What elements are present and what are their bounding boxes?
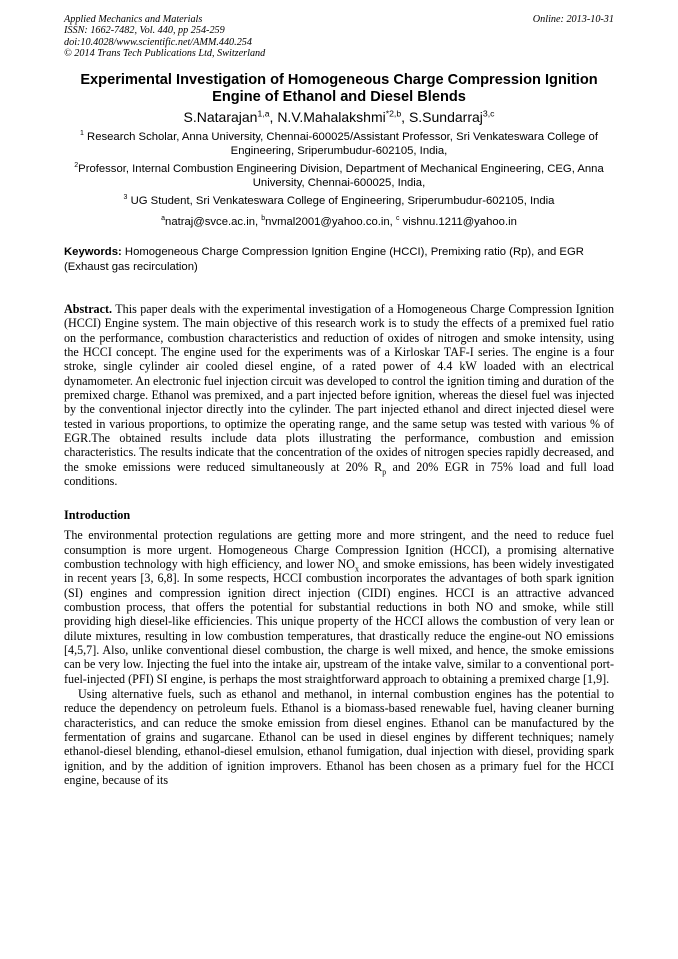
abstract — [64, 302, 614, 488]
affiliation-3 — [64, 194, 614, 208]
author-affil-marker: 3,c — [482, 107, 495, 118]
keywords-label: Keywords: — [64, 245, 122, 258]
email-marker: b — [261, 214, 266, 222]
author-separator: , — [269, 108, 278, 125]
author-emails — [64, 215, 614, 229]
email-marker: c — [395, 214, 400, 222]
email-marker: a — [161, 214, 166, 222]
journal-header — [64, 14, 614, 60]
section-heading-introduction: Introduction — [64, 508, 131, 523]
intro-paragraph-2: Using alternative fuels, such as ethanol and methanol, in internal combustion engines has the potential to reduce the dependency on petroleum fuels. Ethanol is a biomass-based renewable fuel, having cleaner burning characteristics, and can reduce the smoke emission from diesel engines. Ethanol can be manufactured by the fermentation of grains and sugarcane. Ethanol can be used in diesel engines by different techniques; namely ethanol-diesel blending, ethanol-diesel emulsion, ethanol fumigation, dual injection with diesel, providing spark ignition, and by the addition of ignition improvers. Ethanol has been chosen as a primary fuel for the HCCI engine, because of its — [64, 687, 614, 788]
email-address: vishnu.1211@yahoo.in — [402, 215, 517, 228]
email-address: nvmal2001@yahoo.co.in, — [265, 215, 396, 228]
affiliation-number: 1 — [80, 129, 84, 137]
author-affil-marker: 1,a — [257, 107, 270, 118]
author-separator: , — [401, 108, 409, 125]
author-name: S.Natarajan — [183, 108, 258, 125]
journal-doi: doi:10.4028/www.scientific.net/AMM.440.254 — [64, 36, 252, 48]
affiliation-text: Research Scholar, Anna University, Chennai-600025/Assistant Professor, Sri Venkateswara College of Engineering, Sriperumbudur-602105, India, — [87, 130, 598, 157]
author-affil-marker: *2,b — [385, 107, 402, 118]
keywords — [64, 245, 614, 276]
affiliation-text: UG Student, Sri Venkateswara College of Engineering, Sriperumbudur-602105, India — [130, 195, 555, 208]
author-list — [64, 109, 614, 126]
intro-p1-subscript: x — [354, 564, 359, 574]
paper-title: Experimental Investigation of Homogeneous Charge Compression Ignition Engine of Ethanol and Diesel Blends — [80, 71, 598, 105]
journal-copyright: © 2014 Trans Tech Publications Ltd, Switzerland — [64, 48, 266, 60]
author-name: N.V.Mahalakshmi — [277, 108, 386, 125]
keywords-text: Homogeneous Charge Compression Ignition Engine (HCCI), Premixing ratio (Rp), and EGR (Exhaust gas recirculation) — [64, 245, 584, 274]
author-name: S.Sundarraj — [408, 108, 483, 125]
journal-name: Applied Mechanics and Materials — [64, 14, 203, 25]
intro-paragraph-1 — [64, 528, 614, 686]
affiliation-number: 3 — [123, 194, 128, 202]
abstract-tail: and 20% EGR in 75% load and full load conditions. — [64, 459, 614, 488]
abstract-text: This paper deals with the experimental investigation of a Homogeneous Charge Compression Ignition (HCCI) Engine system. The main objective of this research work is to study the effects of a premixed fuel ratio on the performance, combustion characteristics and reduction of oxides of nitrogen and smoke intensity, using the HCCI concept. The engine used for the experiments was of a Kirloskar TAF-I series. The engine is a four stroke, single cylinder air cooled diesel engine, of a rated power of 4.4 kW loaded with an electrical dynamometer. An electronic fuel injection circuit was developed to control the ignition timing and duration of the premixed charge. Ethanol was premixed, and a part injected before ignition, whereas the diesel fuel was injected by the conventional injector directly into the cylinder. The part injected ethanol and direct injected diesel were tested in various proportions, to optimize the operating range, and the same setup was tested with various % of EGR.The obtained results include data plots illustrating the performance, combustion and emission characteristics. The results indicate that the concentration of the oxides of nitrogen species rapidly decreased, and the smoke emissions were reduced simultaneously at 20% R — [64, 301, 615, 474]
affiliation-text: Professor, Internal Combustion Engineering Division, Department of Mechanical Engineering, CEG, Anna University, Chennai-600025, India, — [78, 163, 604, 190]
affiliation-1 — [64, 130, 614, 158]
abstract-label: Abstract. — [64, 301, 113, 316]
intro-p1-text-a: The environmental protection regulations are getting more and more stringent, and the need to reduce fuel consumption is more urgent. Homogeneous Charge Compression Ignition (HCCI), a promising alternative combustion technology with high efficiency, and lower NO — [64, 528, 614, 571]
affiliation-2 — [64, 162, 614, 190]
email-address: natraj@svce.ac.in, — [165, 215, 262, 228]
journal-issn: ISSN: 1662-7482, Vol. 440, pp 254-259 — [64, 25, 225, 37]
affiliation-number: 2 — [74, 162, 79, 170]
online-date: Online: 2013-10-31 — [532, 14, 614, 25]
abstract-subscript: p — [382, 467, 387, 477]
intro-p1-text-b: and smoke emissions, has been widely investigated in recent years [3, 6,8]. In some respects, HCCI combustion incorporates the advantages of both spark ignition (SI) engines and compression ignition direct injection (CIDI) engines. HCCI is an attractive advanced combustion process, that offers the potential for substantial reductions in both NO and smoke, while still providing high diesel-like efficiencies. This unique property of the HCCI allows the combustion of very lean or dilute mixtures, resulting in low combustion temperatures, that drastically reduce the engine-out NO emissions [4,5,7]. Also, unlike conventional diesel combustion, the charge is well mixed, and hence, the smoke emissions can be very low. Injecting the fuel into the intake air, upstream of the intake valve, similar to a conventional port-fuel-injected (PFI) SI engine, is perhaps the most straightforward approach to obtaining a premixed charge [1,9]. — [64, 556, 614, 686]
